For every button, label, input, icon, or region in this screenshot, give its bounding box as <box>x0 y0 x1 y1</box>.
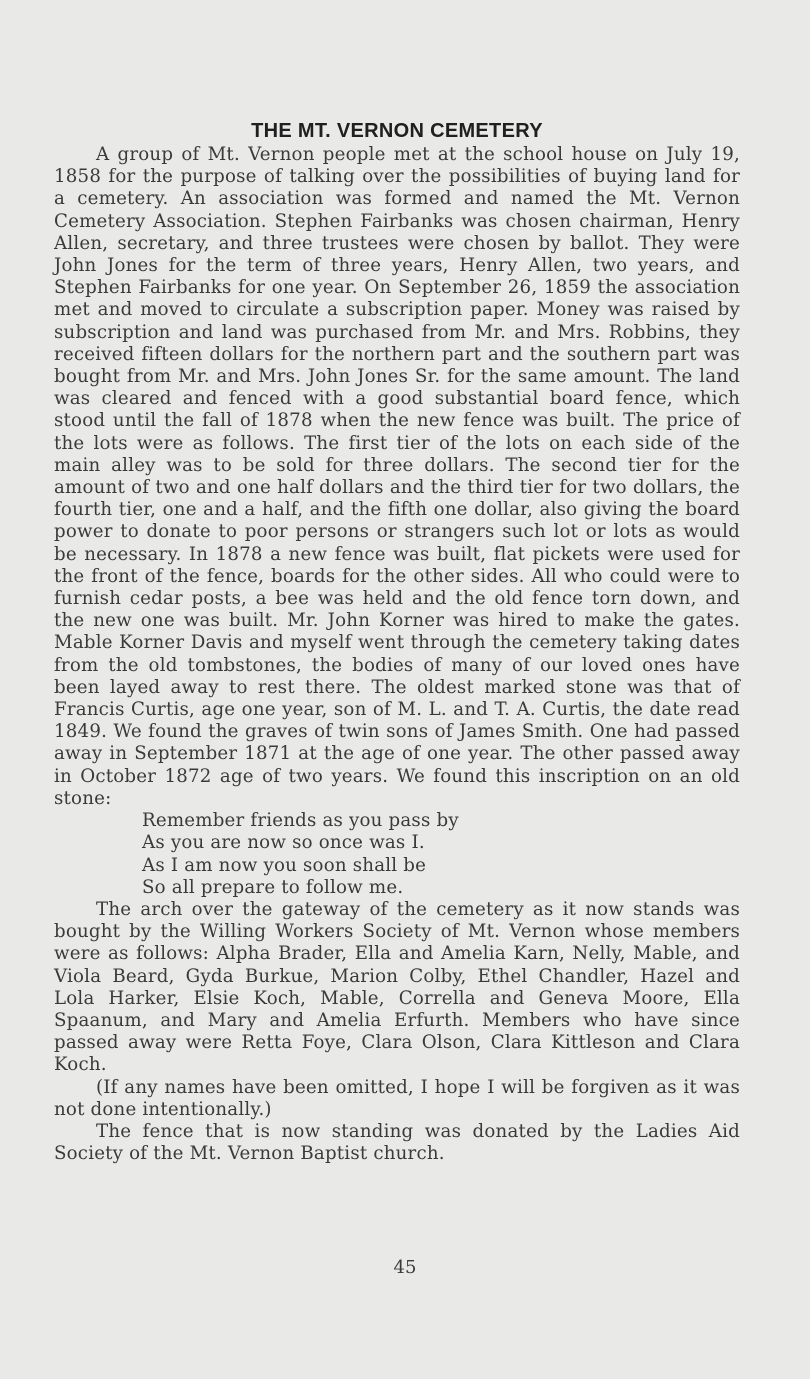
paragraph-arch: The arch over the gateway of the cemetery as it now stands was bought by the Willing Workers Society of Mt. Vernon whose members were as follows: Alpha Brader, Ella and Amelia Karn, Nelly, Mable, and Viola Beard, Gyda Burkue, Marion Colby, Ethel Chandler, Hazel and Lola Harker, Elsie Koch, Mable, Corrella and Geneva Moore, Ella Spaanum, and Mary and Amelia Erfurth. Members who have since passed away were Retta Foye, Clara Olson, Clara Kittleson and Clara Koch. <box>54 898 740 1076</box>
poem-line: As I am now you soon shall be <box>142 854 427 876</box>
epitaph-poem <box>142 810 740 899</box>
poem-line: As you are now so once was I. <box>142 832 425 854</box>
paragraph-apology: (If any names have been omitted, I hope I will be forgiven as it was not done intentionally.) <box>54 1076 740 1120</box>
paragraph-history: A group of Mt. Vernon people met at the school house on July 19, 1858 for the purpose of talking over the possibilities of buying land for a cemetery. An association was formed and named the Mt. Vernon Cemetery Association. Stephen Fairbanks was chosen chairman, Henry Allen, secretary, and three trustees were chosen by ballot. They were John Jones for the term of three years, Henry Allen, two years, and Stephen Fairbanks for one year. On September 26, 1859 the association met and moved to circulate a subscription paper. Money was raised by subscription and land was purchased from Mr. and Mrs. Robbins, they received fifteen dollars for the northern part and the southern part was bought from Mr. and Mrs. John Jones Sr. for the same amount. The land was cleared and fenced with a good substantial board fence, which stood until the fall of 1878 when the new fence was built. The price of the lots were as follows. The first tier of the lots on each side of the main alley was to be sold for three dollars. The second tier for the amount of two and one half dollars and the third tier for two dollars, the fourth tier, one and a half, and the fifth one dollar, also giving the board power to donate to poor persons or strangers such lot or lots as would be necessary. In 1878 a new fence was built, flat pickets were used for the front of the fence, boards for the other sides. All who could were to furnish cedar posts, a bee was held and the old fence torn down, and the new one was built. Mr. John Korner was hired to make the gates. Mable Korner Davis and myself went through the cemetery taking dates from the old tombstones, the bodies of many of our loved ones have been layed away to rest there. The oldest marked stone was that of Francis Curtis, age one year, son of M. L. and T. A. Curtis, the date read 1849. We found the graves of twin sons of James Smith. One had passed away in September 1871 at the age of one year. The other passed away in October 1872 age of two years. We found this inscription on an old stone: <box>54 144 740 809</box>
poem-line: Remember friends as you pass by <box>142 810 459 832</box>
paragraph-fence: The fence that is now standing was donated by the Ladies Aid Society of the Mt. Vernon Baptist church. <box>54 1120 740 1165</box>
poem-line: So all prepare to follow me. <box>142 876 404 898</box>
page-number: 45 <box>393 1257 417 1278</box>
page-content <box>54 118 740 1165</box>
page-title: THE MT. VERNON CEMETERY <box>251 120 543 142</box>
